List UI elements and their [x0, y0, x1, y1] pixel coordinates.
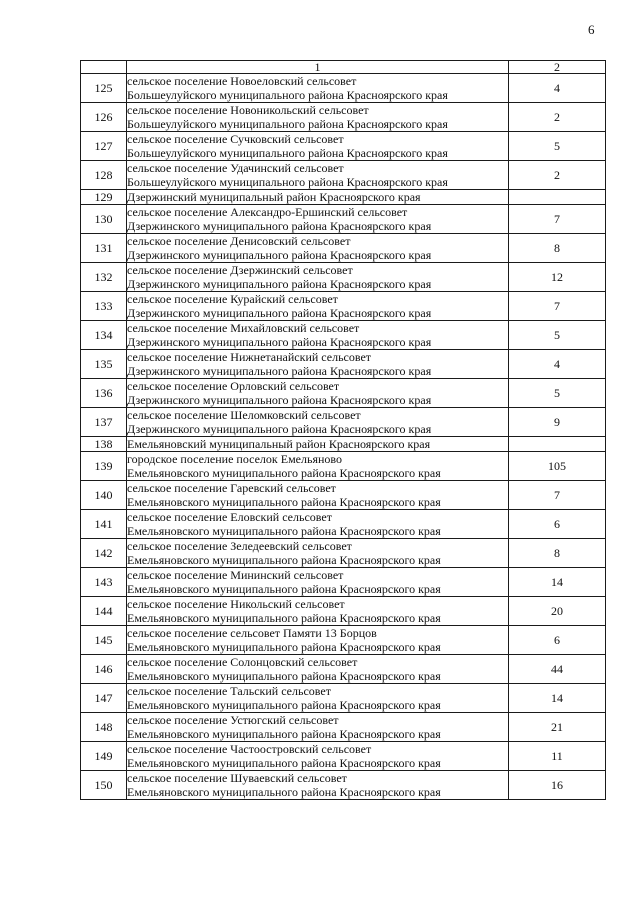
row-name-cell	[127, 408, 509, 437]
name-line: Большеулуйского муниципального района Красноярского края	[127, 175, 448, 189]
table-row	[81, 74, 606, 103]
name-line: сельское поселение Орловский сельсовет	[127, 379, 340, 393]
header-cell-name: 1	[127, 61, 509, 74]
table-row	[81, 263, 606, 292]
row-number-cell: 139	[81, 452, 127, 481]
row-name-cell	[127, 626, 509, 655]
row-value-cell: 4	[509, 350, 606, 379]
row-value-cell: 2	[509, 161, 606, 190]
row-number-cell: 136	[81, 379, 127, 408]
row-number-cell: 131	[81, 234, 127, 263]
table-row	[81, 437, 606, 452]
row-name-cell	[127, 103, 509, 132]
table-row	[81, 655, 606, 684]
row-number-cell: 143	[81, 568, 127, 597]
name-line: сельское поселение сельсовет Памяти 13 Борцов	[127, 626, 377, 640]
row-value-cell: 9	[509, 408, 606, 437]
row-name-cell	[127, 161, 509, 190]
row-number-cell: 144	[81, 597, 127, 626]
table-row	[81, 132, 606, 161]
row-value-cell: 21	[509, 713, 606, 742]
name-line: Емельяновского муниципального района Красноярского края	[127, 698, 441, 712]
name-line: Емельяновского муниципального района Красноярского края	[127, 553, 441, 567]
row-name-cell	[127, 568, 509, 597]
row-name-cell	[127, 713, 509, 742]
row-value-cell: 2	[509, 103, 606, 132]
row-value-cell: 4	[509, 74, 606, 103]
name-line: сельское поселение Курайский сельсовет	[127, 292, 338, 306]
name-line: Емельяновского муниципального района Красноярского края	[127, 582, 441, 596]
row-value-cell: 6	[509, 510, 606, 539]
row-value-cell: 7	[509, 205, 606, 234]
table-row	[81, 597, 606, 626]
table-row	[81, 234, 606, 263]
name-line: сельское поселение Солонцовский сельсовет	[127, 655, 358, 669]
row-name-cell	[127, 132, 509, 161]
name-line: сельское поселение Устюгский сельсовет	[127, 713, 339, 727]
table-row	[81, 452, 606, 481]
name-line: Дзержинского муниципального района Красноярского края	[127, 219, 432, 233]
row-value-cell: 14	[509, 684, 606, 713]
row-value-cell: 20	[509, 597, 606, 626]
row-value-cell: 44	[509, 655, 606, 684]
row-name-cell	[127, 205, 509, 234]
row-number-cell: 149	[81, 742, 127, 771]
row-name-cell	[127, 292, 509, 321]
table-row	[81, 103, 606, 132]
name-line: сельское поселение Новоеловский сельсовет	[127, 74, 357, 88]
row-value-cell: 16	[509, 771, 606, 800]
name-line: Дзержинского муниципального района Красноярского края	[127, 277, 432, 291]
name-line: Емельяновского муниципального района Красноярского края	[127, 756, 441, 770]
row-name-cell	[127, 684, 509, 713]
table-row	[81, 161, 606, 190]
table-row	[81, 771, 606, 800]
row-name-cell	[127, 481, 509, 510]
name-line: сельское поселение Нижнетанайский сельсовет	[127, 350, 372, 364]
row-number-cell: 148	[81, 713, 127, 742]
row-number-cell: 137	[81, 408, 127, 437]
row-name-cell	[127, 655, 509, 684]
row-value-cell	[509, 190, 606, 205]
name-line: сельское поселение Михайловский сельсовет	[127, 321, 360, 335]
name-line: Дзержинского муниципального района Красноярского края	[127, 364, 432, 378]
header-cell-value: 2	[509, 61, 606, 74]
row-number-cell: 146	[81, 655, 127, 684]
row-name-cell	[127, 350, 509, 379]
name-line: Дзержинского муниципального района Красноярского края	[127, 393, 432, 407]
table-row	[81, 321, 606, 350]
name-line: сельское поселение Александро-Ершинский сельсовет	[127, 205, 408, 219]
settlements-table	[80, 60, 606, 800]
table-row	[81, 205, 606, 234]
row-value-cell: 14	[509, 568, 606, 597]
table-row	[81, 713, 606, 742]
name-line: сельское поселение Зеледеевский сельсовет	[127, 539, 352, 553]
table-row	[81, 684, 606, 713]
row-name-cell	[127, 510, 509, 539]
name-line: сельское поселение Дзержинский сельсовет	[127, 263, 353, 277]
name-line: Дзержинского муниципального района Красноярского края	[127, 248, 432, 262]
row-number-cell: 142	[81, 539, 127, 568]
row-value-cell: 7	[509, 292, 606, 321]
table-row	[81, 350, 606, 379]
row-value-cell: 6	[509, 626, 606, 655]
name-line: сельское поселение Денисовский сельсовет	[127, 234, 351, 248]
name-line: сельское поселение Шуваевский сельсовет	[127, 771, 347, 785]
table-row	[81, 626, 606, 655]
table-row	[81, 568, 606, 597]
name-line: городское поселение поселок Емельяново	[127, 452, 342, 466]
row-name-cell	[127, 190, 509, 205]
table-row	[81, 190, 606, 205]
row-name-cell	[127, 452, 509, 481]
row-value-cell: 5	[509, 132, 606, 161]
name-line: Дзержинского муниципального района Красноярского края	[127, 422, 432, 436]
row-number-cell: 133	[81, 292, 127, 321]
row-number-cell: 140	[81, 481, 127, 510]
name-line: Емельяновского муниципального района Красноярского края	[127, 611, 441, 625]
row-name-cell	[127, 771, 509, 800]
page-number: 6	[588, 22, 595, 37]
table-row	[81, 292, 606, 321]
table-row	[81, 379, 606, 408]
row-number-cell: 129	[81, 190, 127, 205]
name-line: сельское поселение Шеломковский сельсовет	[127, 408, 361, 422]
row-number-cell: 150	[81, 771, 127, 800]
name-line: сельское поселение Никольский сельсовет	[127, 597, 345, 611]
row-name-cell	[127, 234, 509, 263]
row-number-cell: 130	[81, 205, 127, 234]
name-line: Емельяновского муниципального района Красноярского края	[127, 785, 441, 799]
row-number-cell: 135	[81, 350, 127, 379]
name-line: Большеулуйского муниципального района Красноярского края	[127, 88, 448, 102]
row-number-cell: 128	[81, 161, 127, 190]
row-value-cell: 11	[509, 742, 606, 771]
name-line: сельское поселение Еловский сельсовет	[127, 510, 332, 524]
name-line: Емельяновского муниципального района Красноярского края	[127, 524, 441, 538]
name-line: сельское поселение Тальский сельсовет	[127, 684, 331, 698]
row-number-cell: 147	[81, 684, 127, 713]
name-line: сельское поселение Мининский сельсовет	[127, 568, 344, 582]
table-row	[81, 408, 606, 437]
row-number-cell: 134	[81, 321, 127, 350]
row-value-cell: 12	[509, 263, 606, 292]
row-value-cell: 5	[509, 379, 606, 408]
table-body	[81, 61, 606, 800]
row-name-cell	[127, 539, 509, 568]
row-name-cell	[127, 437, 509, 452]
row-name-cell	[127, 321, 509, 350]
table-row	[81, 742, 606, 771]
name-line: Емельяновского муниципального района Красноярского края	[127, 495, 441, 509]
header-cell-number	[81, 61, 127, 74]
row-name-cell	[127, 742, 509, 771]
name-line: сельское поселение Удачинский сельсовет	[127, 161, 344, 175]
row-value-cell: 7	[509, 481, 606, 510]
name-line: Дзержинский муниципальный район Красноярского края	[127, 190, 421, 204]
table-row	[81, 481, 606, 510]
name-line: сельское поселение Новоникольский сельсовет	[127, 103, 369, 117]
row-number-cell: 132	[81, 263, 127, 292]
row-name-cell	[127, 379, 509, 408]
name-line: сельское поселение Частоостровский сельсовет	[127, 742, 372, 756]
row-number-cell: 126	[81, 103, 127, 132]
row-number-cell: 141	[81, 510, 127, 539]
row-name-cell	[127, 74, 509, 103]
table-row	[81, 510, 606, 539]
name-line: Емельяновского муниципального района Красноярского края	[127, 669, 441, 683]
row-name-cell	[127, 263, 509, 292]
row-value-cell: 5	[509, 321, 606, 350]
table-row	[81, 539, 606, 568]
row-name-cell	[127, 597, 509, 626]
name-line: Емельяновский муниципальный район Красноярского края	[127, 437, 431, 451]
name-line: Большеулуйского муниципального района Красноярского края	[127, 117, 448, 131]
name-line: Дзержинского муниципального района Красноярского края	[127, 306, 432, 320]
name-line: Большеулуйского муниципального района Красноярского края	[127, 146, 448, 160]
row-value-cell: 8	[509, 234, 606, 263]
name-line: Емельяновского муниципального района Красноярского края	[127, 727, 441, 741]
row-value-cell	[509, 437, 606, 452]
table-header-row	[81, 61, 606, 74]
name-line: Емельяновского муниципального района Красноярского края	[127, 466, 441, 480]
row-value-cell: 105	[509, 452, 606, 481]
name-line: сельское поселение Гаревский сельсовет	[127, 481, 336, 495]
row-number-cell: 138	[81, 437, 127, 452]
row-number-cell: 127	[81, 132, 127, 161]
name-line: Дзержинского муниципального района Красноярского края	[127, 335, 432, 349]
row-value-cell: 8	[509, 539, 606, 568]
name-line: сельское поселение Сучковский сельсовет	[127, 132, 344, 146]
name-line: Емельяновского муниципального района Красноярского края	[127, 640, 441, 654]
row-number-cell: 125	[81, 74, 127, 103]
row-number-cell: 145	[81, 626, 127, 655]
